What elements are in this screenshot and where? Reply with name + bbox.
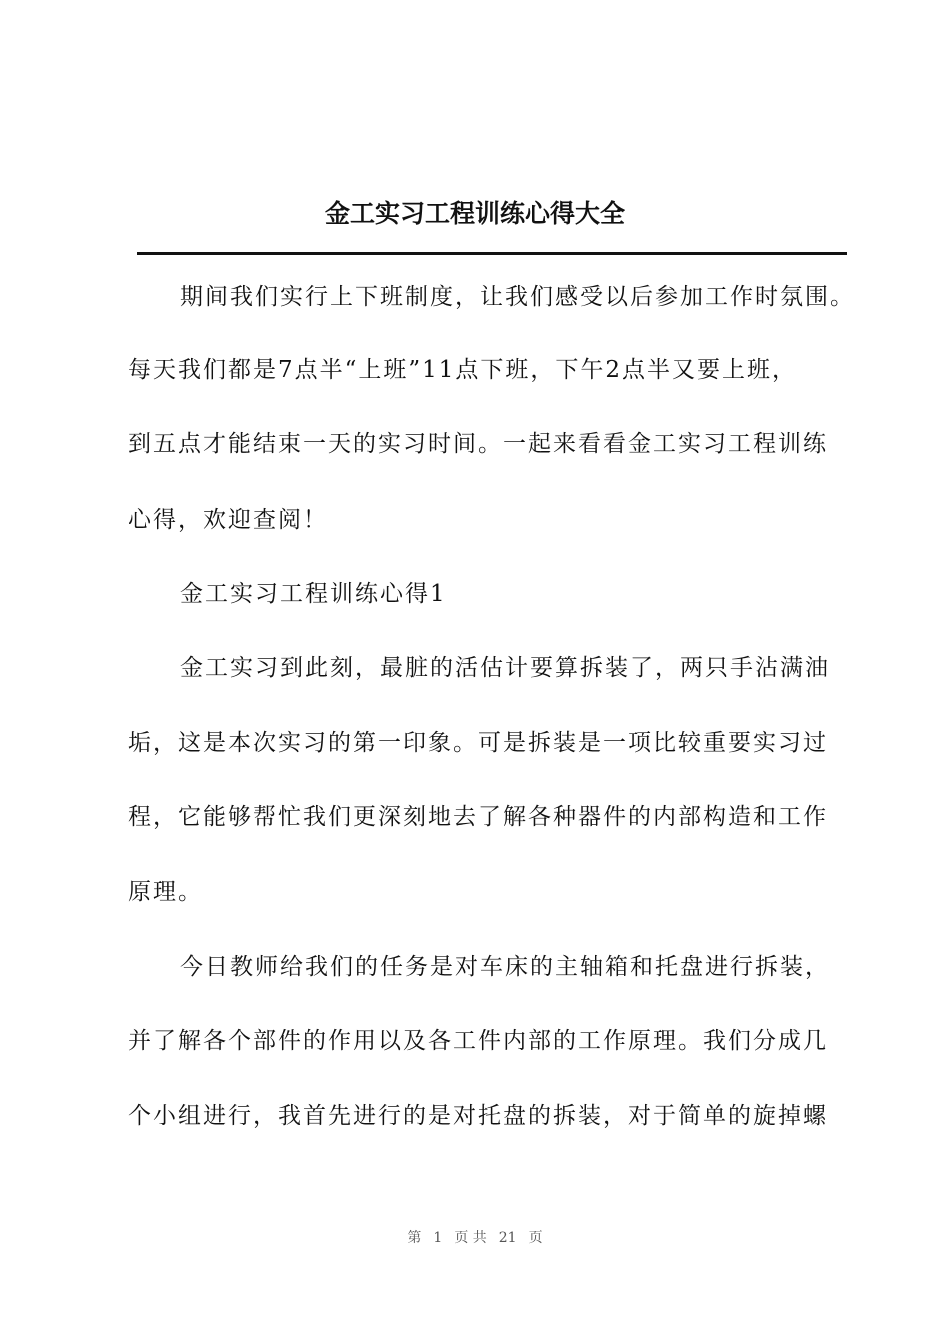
paragraph-line: 心得，欢迎查阅！ <box>128 507 328 533</box>
paragraph-line: 个小组进行，我首先进行的是对托盘的拆装，对于简单的旋掉螺 <box>128 1103 828 1129</box>
paragraph-line: 垢，这是本次实习的第一印象。可是拆装是一项比较重要实习过 <box>128 730 828 756</box>
paragraph-line: 期间我们实行上下班制度，让我们感受以后参加工作时氛围。 <box>180 284 855 310</box>
total-pages-number: 21 <box>498 1230 517 1246</box>
document-title: 金工实习工程训练心得大全 <box>324 199 625 228</box>
title-divider <box>137 252 847 255</box>
section-heading: 金工实习工程训练心得1 <box>180 581 447 607</box>
paragraph-line: 到五点才能结束一天的实习时间。一起来看看金工实习工程训练 <box>128 431 828 457</box>
paragraph-line: 今日教师给我们的任务是对车床的主轴箱和托盘进行拆装， <box>180 954 830 980</box>
paragraph-line: 原理。 <box>128 879 203 905</box>
page-label-suffix: 页 <box>528 1230 543 1246</box>
page-label-prefix: 第 <box>407 1230 422 1246</box>
paragraph-line: 每天我们都是7点半“上班”11点下班，下午2点半又要上班， <box>128 357 798 383</box>
current-page-number: 1 <box>433 1230 443 1246</box>
paragraph-line: 并了解各个部件的作用以及各工件内部的工作原理。我们分成几 <box>128 1028 828 1054</box>
page-footer <box>0 1227 950 1247</box>
page-label-mid: 页 共 <box>454 1230 487 1246</box>
paragraph-line: 金工实习到此刻，最脏的活估计要算拆装了，两只手沾满油 <box>180 655 830 681</box>
paragraph-line: 程，它能够帮忙我们更深刻地去了解各种器件的内部构造和工作 <box>128 804 828 830</box>
